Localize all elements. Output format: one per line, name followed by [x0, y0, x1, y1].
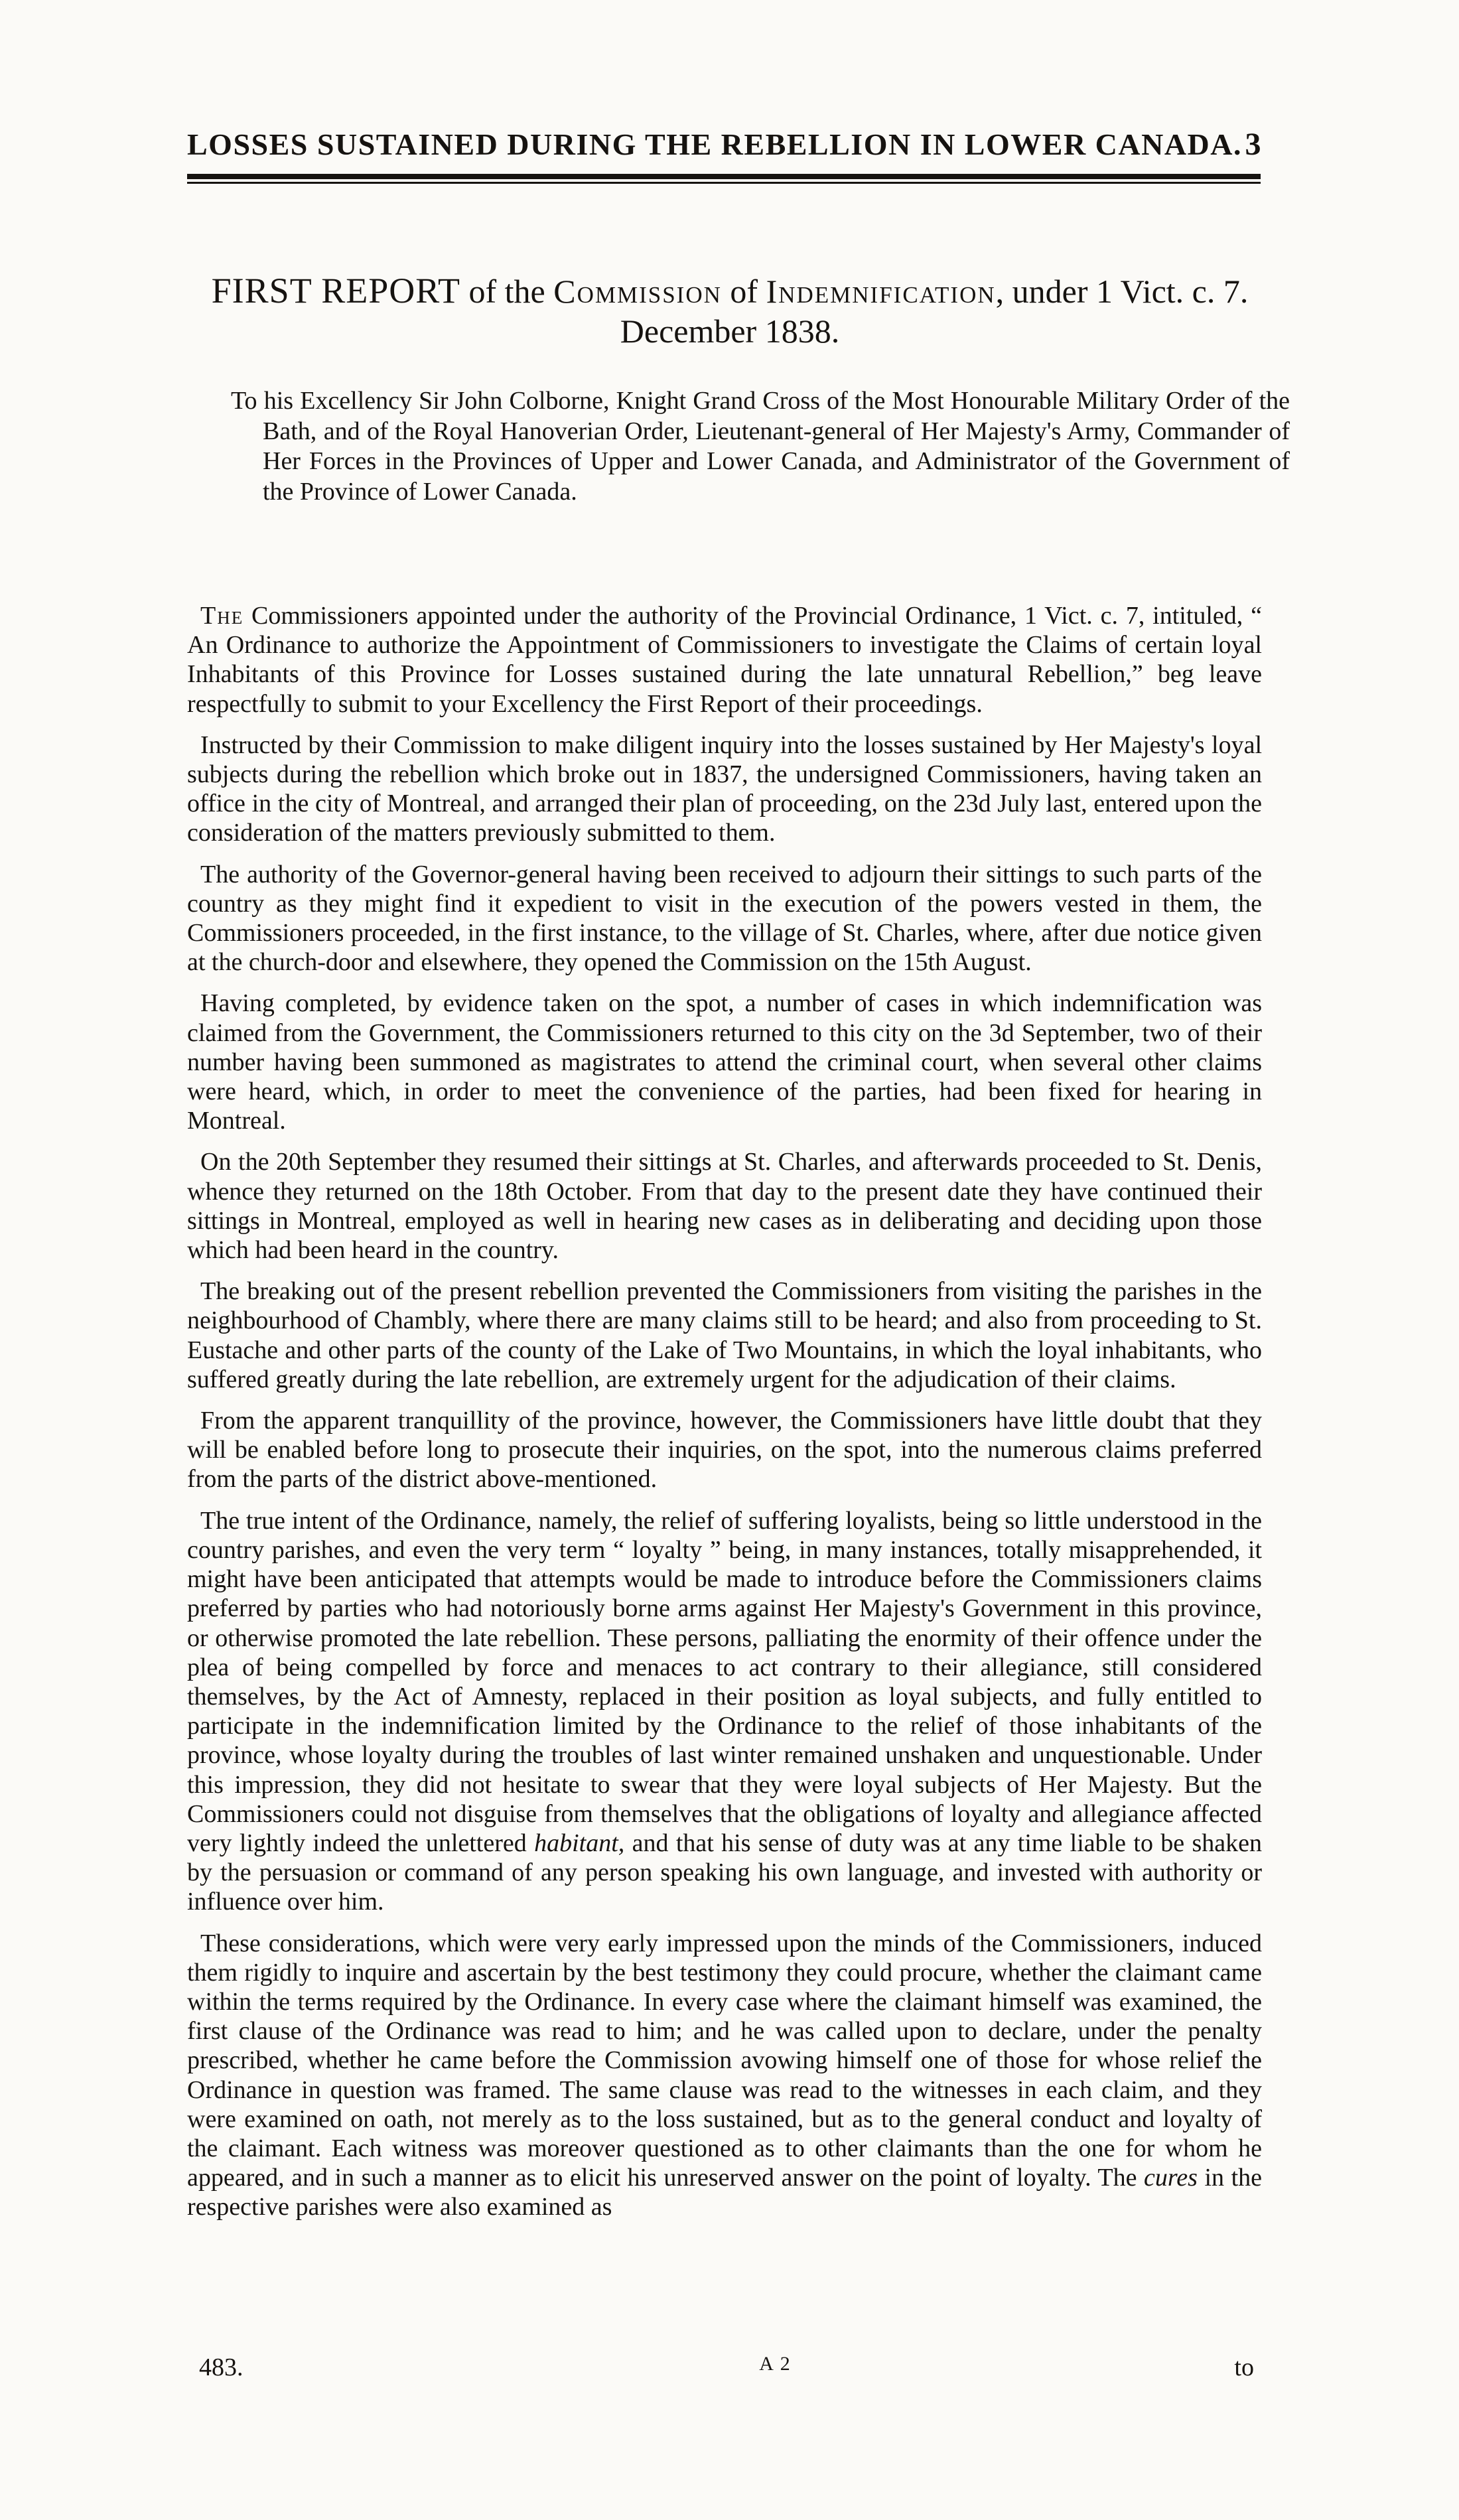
paragraph-1: [187, 601, 1262, 719]
paragraph-9-text-b: in the respective parishes were also examined as: [187, 2164, 1262, 2221]
report-title-of-the: of the: [460, 273, 554, 310]
footer-document-number: 483.: [199, 2353, 243, 2381]
report-title-statute: , under 1 Vict. c. 7.: [995, 273, 1249, 310]
report-title: [199, 271, 1261, 351]
paragraph-6: The breaking out of the present rebellion prevented the Commissioners from visiting the parishes in the neighbourhood of Chambly, where there are many claims still to be heard; and also from proceeding to St. Eustache and other parts of the county of the Lake of Two Mountains, in which the loyal inhabitants, who suffered greatly during the late rebellion, are extremely urgent for the adjudication of their claims.: [187, 1277, 1262, 1393]
paragraph-9-italic: cures: [1144, 2164, 1198, 2192]
paragraph-3: The authority of the Governor-general having been received to adjourn their sittings to such parts of the country as they might find it expedient to visit in the execution of the powers vested in them, the Commissioners proceeded, in the first instance, to the village of St. Charles, where, after due notice given at the church-door and elsewhere, they opened the Commission on the 15th August.: [187, 860, 1262, 977]
paragraph-8-italic: habitant,: [534, 1829, 625, 1857]
page-footer: [199, 2353, 1254, 2382]
paragraph-1-lead: The: [200, 602, 244, 630]
paragraph-1-text: Commissioners appointed under the authority of the Provincial Ordinance, 1 Vict. c. 7, intituled, “ An Ordinance to authorize the Appointment of Commissioners to investigate the Claims of certain loyal Inhabitants of this Province for Losses sustained during the late unnatural Rebellion,” beg leave respectfully to submit to your Excellency the First Report of their proceedings.: [187, 602, 1262, 718]
paragraph-8: [187, 1506, 1262, 1917]
report-title-indemnification: Indemnification: [766, 273, 996, 310]
paragraph-9: [187, 1929, 1262, 2222]
footer-signature-mark: A 2: [759, 2353, 792, 2375]
paragraph-5: On the 20th September they resumed their sittings at St. Charles, and afterwards proceeded to St. Denis, whence they returned on the 18th October. From that day to the present date they have continued their sittings in Montreal, employed as well in hearing new cases as in deliberating and deciding upon those which had been heard in the country.: [187, 1148, 1262, 1265]
paragraph-2: Instructed by their Commission to make diligent inquiry into the losses sustained by Her Majesty's loyal subjects during the rebellion which broke out in 1837, the undersigned Commissioners, having taken an office in the city of Montreal, and arranged their plan of proceeding, on the 23d July last, entered upon the consideration of the matters previously submitted to them.: [187, 731, 1262, 847]
page-number: 3: [1245, 127, 1262, 162]
report-title-first-report: FIRST REPORT: [211, 271, 460, 311]
paragraph-7: From the apparent tranquillity of the province, however, the Commissioners have little doubt that they will be enabled before long to prosecute their inquiries, on the spot, into the numerous claims preferred from the parts of the district above-mentioned.: [187, 1407, 1262, 1494]
paragraph-8-text-b: and that his sense of duty was at any time liable to be shaken by the persuasion or command of any person speaking his own language, and invested with authority or influence over him.: [187, 1829, 1263, 1916]
report-date: December 1838.: [620, 313, 840, 350]
header-rule-thick: [187, 174, 1261, 179]
report-title-of: of: [721, 273, 766, 310]
paragraph-9-text-a: These considerations, which were very early impressed upon the minds of the Commissioners, induced them rigidly to inquire and ascertain by the best testimony they could procure, whether the claimant came within the terms required by the Ordinance. In every case where the claimant himself was examined, the first clause of the Ordinance was read to him; and he was called upon to declare, under the penalty prescribed, whether he came before the Commission avowing himself one of those for whose relief the Ordinance in question was framed. The same clause was read to the witnesses in each claim, and they were examined on oath, not merely as to the loss sustained, but as to the general conduct and loyalty of the claimant. Each witness was moreover questioned as to other claimants than the one for whom he appeared, and in such a manner as to elicit his unreserved answer on the point of loyalty. The: [187, 1929, 1262, 2192]
report-body: [187, 601, 1262, 2234]
report-title-line: [199, 271, 1261, 311]
header-rule-thin: [187, 182, 1261, 184]
running-head: [187, 126, 1262, 163]
paragraph-4: Having completed, by evidence taken on the spot, a number of cases in which indemnification was claimed from the Government, the Commissioners returned to this city on the 3d September, two of their number having been summoned as magistrates to attend the criminal court, when several other claims were heard, which, in order to meet the convenience of the parties, had been fixed for hearing in Montreal.: [187, 989, 1262, 1135]
running-head-title: LOSSES SUSTAINED DURING THE REBELLION IN LOWER CANADA.: [187, 127, 1242, 161]
report-title-commission: Commission: [553, 273, 722, 310]
paragraph-8-text-a: The true intent of the Ordinance, namely, the relief of suffering loyalists, being so little understood in the country parishes, and even the very term “ loyalty ” being, in many instances, totally misapprehended, it might have been anticipated that attempts would be made to introduce before the Commissioners claims preferred by parties who had notoriously borne arms against Her Majesty's Government in this province, or otherwise promoted the late rebellion. These persons, palliating the enormity of their offence under the plea of being compelled by force and menaces to act contrary to their allegiance, still considered themselves, by the Act of Amnesty, replaced in their position as loyal subjects, and fully entitled to participate in the indemnification limited by the Ordinance to the relief of those inhabitants of the province, whose loyalty during the troubles of last winter remained unshaken and unquestionable. Under this impression, they did not hesitate to swear that they were loyal subjects of Her Majesty. But the Commissioners could not disguise from themselves that the obligations of loyalty and allegiance affected very lightly indeed the unlettered: [187, 1506, 1262, 1857]
address-to-governor: To his Excellency Sir John Colborne, Knight Grand Cross of the Most Honourable Military Order of the Bath, and of the Royal Hanoverian Order, Lieutenant-general of Her Majesty's Army, Commander of Her Forces in the Provinces of Upper and Lower Canada, and Administrator of the Government of the Province of Lower Canada.: [231, 387, 1290, 506]
footer-catchword: to: [1234, 2353, 1254, 2381]
